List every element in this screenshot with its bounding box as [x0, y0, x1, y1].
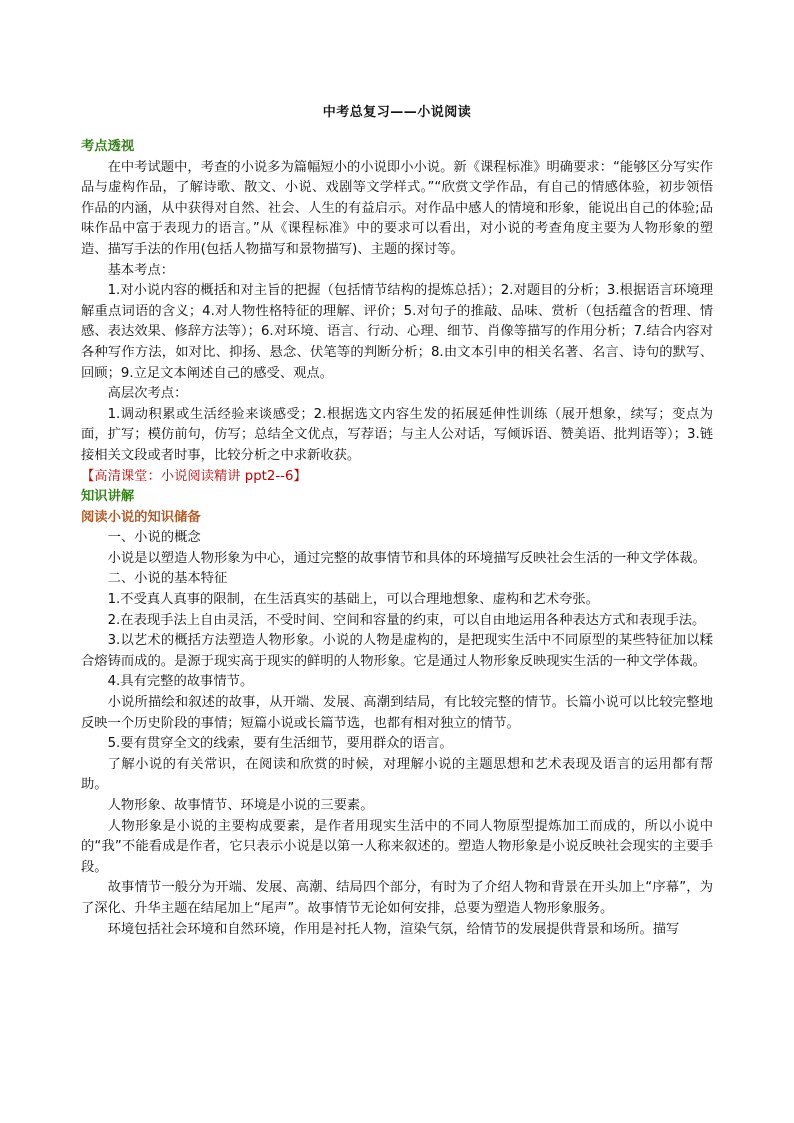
- feature-4: 4.具有完整的故事情节。: [107, 674, 254, 690]
- environment-paragraph: 环境包括社会环境和自然环境，作用是衬托人物，渲染气氛，给情节的发展提供背景和场所。描写: [107, 921, 680, 937]
- page-title: 中考总复习——小说阅读: [322, 105, 472, 120]
- character-paragraph: 人物形象是小说的主要构成要素，是作者用现实生活中的不同人物原型提炼加工而成的，所以小说中的“我”不能看成是作者，它只表示小说是以第一人称来叙述的。塑造人物形象是小说反映社会现实的主要手段。: [81, 818, 713, 875]
- feature-5: 5.要有贯穿全文的线索，要有生活细节，要用群众的语言。: [107, 736, 453, 752]
- elements-paragraph: 人物形象、故事情节、环境是小说的三要素。: [107, 798, 374, 813]
- section-heading-reserve: 阅读小说的知识储备: [81, 509, 201, 525]
- hd-classroom-link[interactable]: 【高清课堂：小说阅读精讲 ppt2--6】: [81, 468, 307, 484]
- feature-2: 2.在表现手法上自由灵活，不受时间、空间和容量的约束，可以自由地运用各种表达方式和表现手法。: [107, 612, 706, 628]
- feature-3: 3.以艺术的概括方法塑造人物形象。小说的人物是虚构的，是把现实生活中不同原型的某些特征加以糅合熔铸而成的。是源于现实高于现实的鲜明的人物形象。它是通过人物形象反映现实生活的一种文学体裁。: [81, 633, 713, 669]
- document-body: [81, 137, 713, 940]
- features-label: 二、小说的基本特征: [107, 571, 228, 587]
- section-heading-focus: 考点透视: [81, 139, 135, 154]
- section-heading-lecture: 知识讲解: [81, 489, 135, 505]
- feature-4-paragraph: 小说所描绘和叙述的故事，从开端、发展、高潮到结局，有比较完整的情节。长篇小说可以比较完整地反映一个历史阶段的事情；短篇小说或长篇节选，也都有相对独立的情节。: [81, 695, 713, 731]
- feature-1: 1.不受真人真事的限制，在生活真实的基础上，可以合理地想象、虚构和艺术夸张。: [107, 592, 599, 608]
- basic-points-paragraph: 1.对小说内容的概括和对主旨的把握（包括情节结构的提炼总括）；2.对题目的分析；3.根据语言环境理解重点词语的含义；4.对人物性格特征的理解、评价；5.对句子的推敲、品味、赏析（包括蕴含的哲理、情感、表达效果、修辞方法等）；6.对环境、语言、行动、心理、细节、肖像等描写的作用分析；7.结合内容对各种写作方法，如对比、抑扬、悬念、伏笔等的判断分析；8.由文本引申的相关名著、名言、诗句的默写、回顾；9.立足文本阐述自己的感受、观点。: [81, 283, 713, 381]
- basic-points-label: 基本考点：: [107, 262, 175, 278]
- high-points-paragraph: 1.调动积累或生活经验来谈感受；2.根据选文内容生发的拓展延伸性训练（展开想象，续写；变点为面，扩写；模仿前句，仿写；总结全文优点，写荐语；与主人公对话，写倾诉语、赞美语、批判语等）；3.链接相关文段或者时事，比较分析之中求新收获。: [81, 406, 713, 463]
- plot-paragraph: 故事情节一般分为开端、发展、高潮、结局四个部分，有时为了介绍人物和背景在开头加上“序幕”，为了深化、升华主题在结尾加上“尾声”。故事情节无论如何安排，总要为塑造人物形象服务。: [81, 880, 713, 916]
- knowledge-paragraph: 了解小说的有关常识，在阅读和欣赏的时候，对理解小说的主题思想和艺术表现及语言的运用都有帮助。: [81, 756, 713, 793]
- concept-paragraph: 小说是以塑造人物形象为中心，通过完整的故事情节和具体的环境描写反映社会生活的一种文学体裁。: [107, 550, 706, 566]
- focus-paragraph: 在中考试题中，考查的小说多为篇幅短小的小说即小小说。新《课程标准》明确要求：“能够区分写实作品与虚构作品，了解诗歌、散文、小说、戏剧等文学样式。”“欣赏文学作品，有自己的情感体验，初步领悟作品的内涵，从中获得对自然、社会、人生的有益启示。对作品中感人的情境和形象，能说出自己的体验;品味作品中富于表现力的语言。”从《课程标准》中的要求可以看出，对小说的考查角度主要为人物形象的塑造、描写手法的作用(包括人物描写和景物描写)、主题的探讨等。: [81, 159, 713, 257]
- concept-label: 一、小说的概念: [107, 530, 201, 546]
- high-points-label: 高层次考点：: [107, 386, 188, 402]
